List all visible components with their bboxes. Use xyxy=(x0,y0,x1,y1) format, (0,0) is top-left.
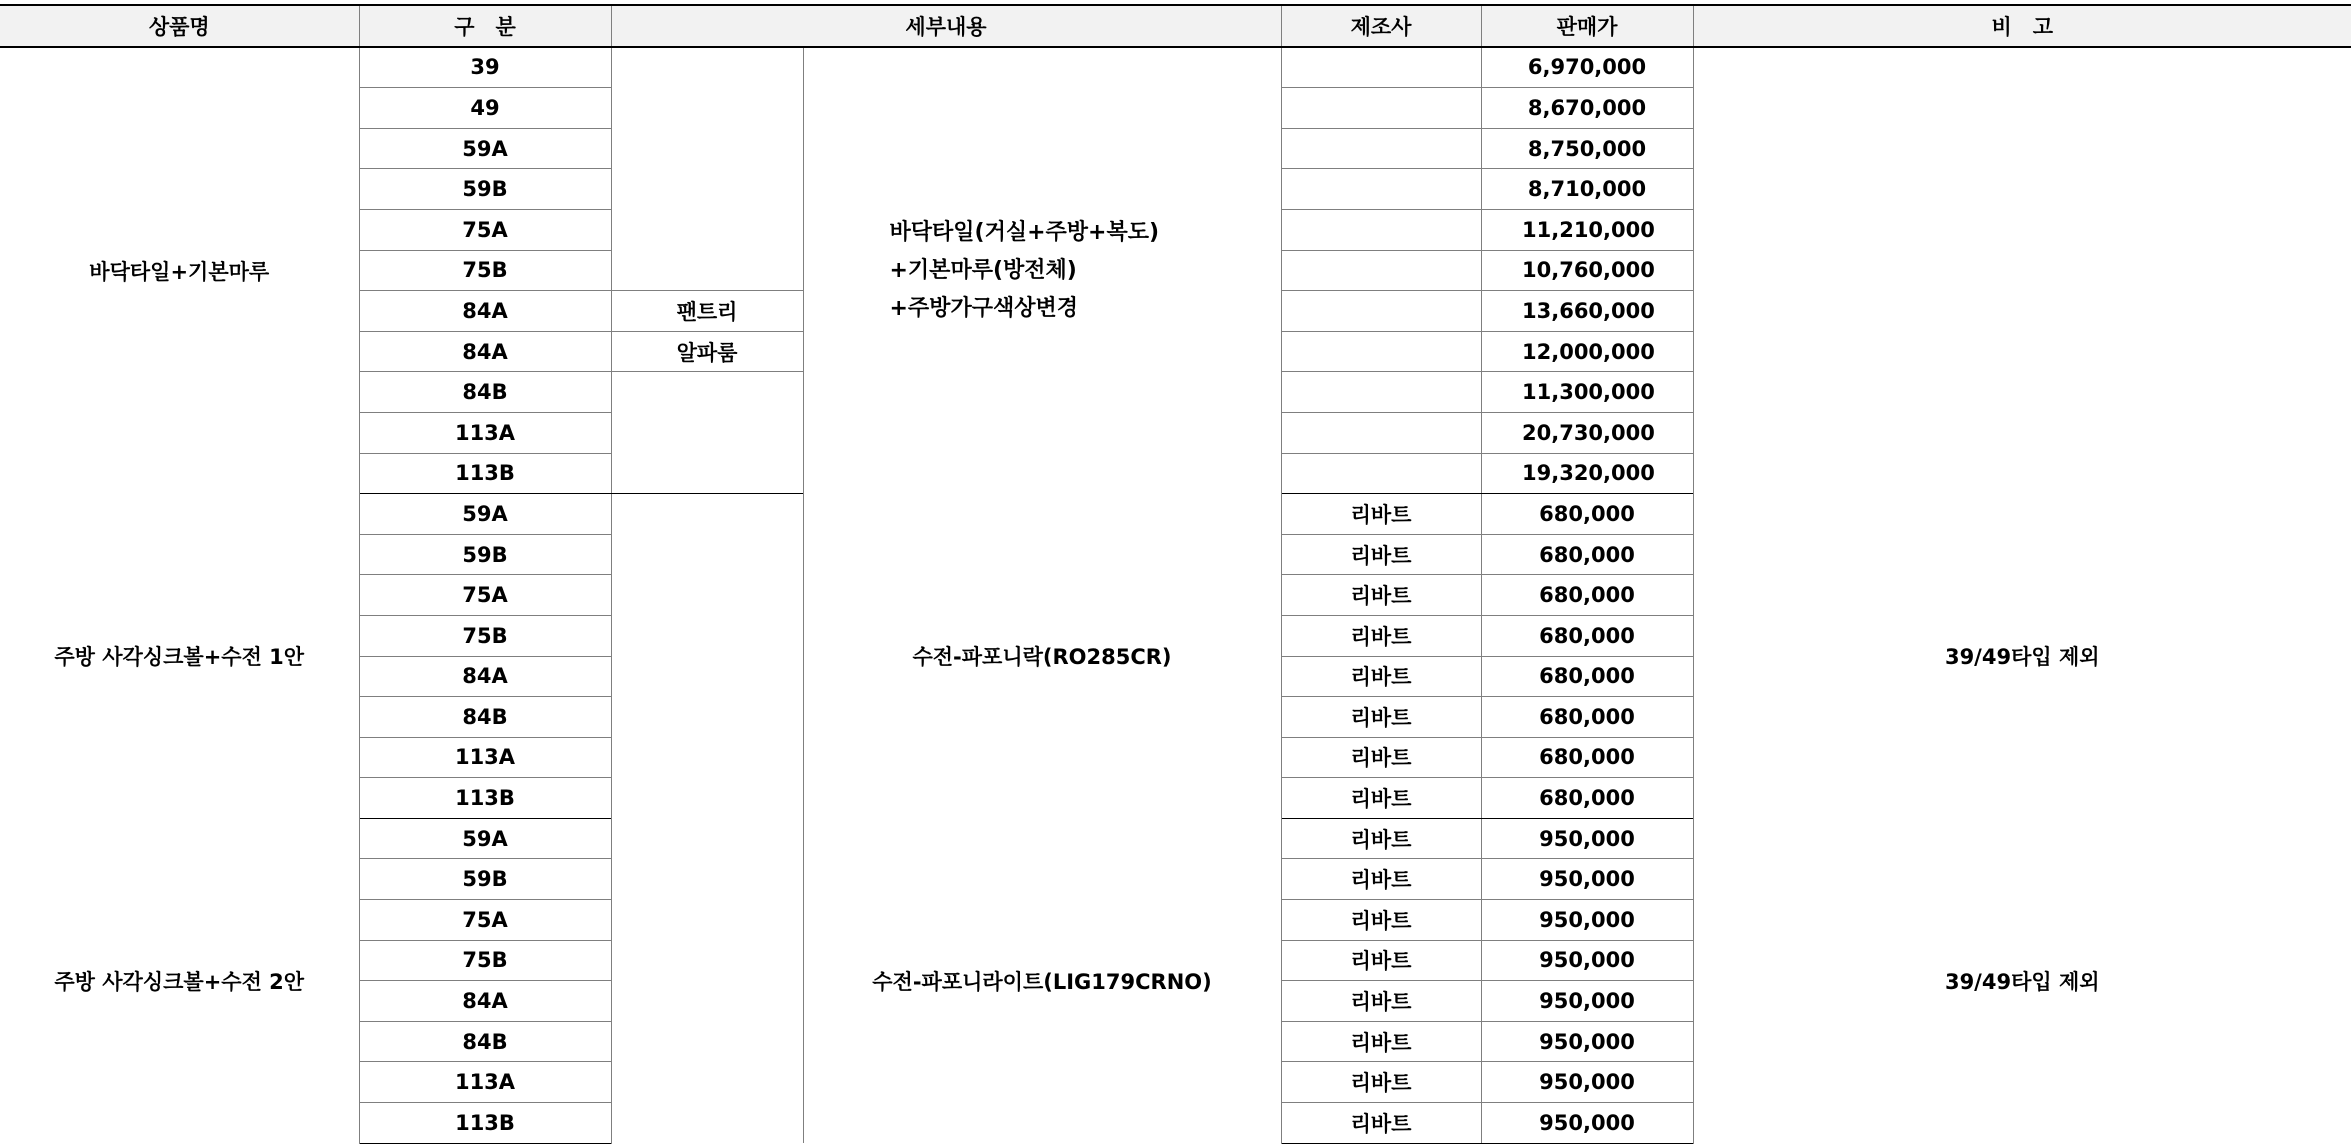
price-value: 680,000 xyxy=(1539,745,1635,770)
maker-cell: 리바트 xyxy=(1281,494,1481,535)
detail-description: 수전-파포니라이트(LIG179CRNO) xyxy=(803,818,1281,1143)
price-value: 680,000 xyxy=(1539,623,1635,648)
group-sink-option-2 xyxy=(0,818,2351,1143)
price-cell xyxy=(1481,818,1693,859)
maker-cell: 리바트 xyxy=(1281,656,1481,697)
price-cell xyxy=(1481,778,1693,819)
price-value: 13,660,000 xyxy=(1522,298,1655,323)
price-cell xyxy=(1481,47,1693,88)
pantry-cell xyxy=(611,250,803,291)
price-cell xyxy=(1481,900,1693,941)
maker-cell: 리바트 xyxy=(1281,615,1481,656)
pantry-label: 알파룸 xyxy=(611,331,803,372)
price-value: 6,970,000 xyxy=(1527,55,1647,80)
price-value: 680,000 xyxy=(1539,786,1635,811)
price-value: 10,760,000 xyxy=(1522,258,1655,283)
price-cell xyxy=(1481,1103,1693,1144)
price-value: 950,000 xyxy=(1539,826,1635,851)
maker-cell: 리바트 xyxy=(1281,697,1481,738)
price-value: 950,000 xyxy=(1539,989,1635,1014)
pantry-cell xyxy=(611,169,803,210)
price-cell xyxy=(1481,128,1693,169)
maker-cell xyxy=(1281,453,1481,494)
price-value: 950,000 xyxy=(1539,867,1635,892)
unit-type: 49 xyxy=(359,88,611,129)
maker-cell: 리바트 xyxy=(1281,737,1481,778)
note-cell: 39/49타입 제외 xyxy=(1693,818,2351,1143)
pantry-cell xyxy=(611,88,803,129)
maker-cell: 리바트 xyxy=(1281,900,1481,941)
price-value: 19,320,000 xyxy=(1522,461,1655,486)
product-name: 주방 사각싱크볼+수전 2안 xyxy=(0,818,359,1143)
price-cell xyxy=(1481,1062,1693,1103)
maker-cell xyxy=(1281,291,1481,332)
unit-type: 75A xyxy=(359,900,611,941)
unit-type: 113B xyxy=(359,1103,611,1144)
detail-description xyxy=(803,47,1281,494)
pantry-cell xyxy=(611,412,803,453)
maker-cell: 리바트 xyxy=(1281,534,1481,575)
price-cell xyxy=(1481,494,1693,535)
maker-cell xyxy=(1281,169,1481,210)
note-cell xyxy=(1693,47,2351,494)
maker-cell: 리바트 xyxy=(1281,575,1481,616)
price-cell xyxy=(1481,331,1693,372)
unit-type: 84A xyxy=(359,981,611,1022)
price-value: 8,710,000 xyxy=(1527,177,1647,202)
detail-line: +기본마루(방전체) xyxy=(889,257,1077,283)
unit-type: 39 xyxy=(359,47,611,88)
price-cell xyxy=(1481,737,1693,778)
options-price-table xyxy=(0,4,2351,1144)
price-cell xyxy=(1481,169,1693,210)
price-value: 680,000 xyxy=(1539,542,1635,567)
header-price: 판매가 xyxy=(1481,5,1693,47)
price-value: 950,000 xyxy=(1539,1110,1635,1135)
unit-type: 59B xyxy=(359,534,611,575)
pantry-cell xyxy=(611,494,803,819)
unit-type: 75A xyxy=(359,575,611,616)
price-value: 680,000 xyxy=(1539,704,1635,729)
unit-type: 59A xyxy=(359,128,611,169)
unit-type: 113A xyxy=(359,737,611,778)
header-maker: 제조사 xyxy=(1281,5,1481,47)
price-value: 8,670,000 xyxy=(1527,95,1647,120)
unit-type: 59A xyxy=(359,818,611,859)
maker-cell: 리바트 xyxy=(1281,1103,1481,1144)
product-name: 바닥타일+기본마루 xyxy=(0,47,359,494)
header-note: 비 고 xyxy=(1693,5,2351,47)
unit-type: 75B xyxy=(359,940,611,981)
maker-cell: 리바트 xyxy=(1281,818,1481,859)
maker-cell xyxy=(1281,47,1481,88)
header-type: 구 분 xyxy=(359,5,611,47)
table-row xyxy=(0,47,2351,88)
price-value: 12,000,000 xyxy=(1522,339,1655,364)
maker-cell xyxy=(1281,250,1481,291)
unit-type: 59A xyxy=(359,494,611,535)
price-value: 11,300,000 xyxy=(1522,380,1655,405)
header-detail: 세부내용 xyxy=(611,5,1281,47)
price-value: 680,000 xyxy=(1539,583,1635,608)
unit-type: 84B xyxy=(359,697,611,738)
maker-cell: 리바트 xyxy=(1281,940,1481,981)
product-name: 주방 사각싱크볼+수전 1안 xyxy=(0,494,359,819)
maker-cell: 리바트 xyxy=(1281,981,1481,1022)
maker-cell xyxy=(1281,128,1481,169)
price-cell xyxy=(1481,940,1693,981)
price-value: 8,750,000 xyxy=(1527,136,1647,161)
detail-description: 수전-파포니락(RO285CR) xyxy=(803,494,1281,819)
maker-cell xyxy=(1281,372,1481,413)
price-value: 950,000 xyxy=(1539,1029,1635,1054)
unit-type: 113B xyxy=(359,453,611,494)
price-value: 950,000 xyxy=(1539,948,1635,973)
unit-type: 59B xyxy=(359,169,611,210)
maker-cell: 리바트 xyxy=(1281,778,1481,819)
unit-type: 75B xyxy=(359,615,611,656)
detail-line: +주방가구색상변경 xyxy=(889,295,1078,321)
pantry-cell xyxy=(611,453,803,494)
unit-type: 84B xyxy=(359,372,611,413)
pantry-cell xyxy=(611,128,803,169)
price-value: 950,000 xyxy=(1539,907,1635,932)
price-cell xyxy=(1481,1021,1693,1062)
unit-type: 113B xyxy=(359,778,611,819)
price-value: 680,000 xyxy=(1539,501,1635,526)
pantry-cell xyxy=(611,47,803,88)
price-cell xyxy=(1481,615,1693,656)
maker-cell xyxy=(1281,88,1481,129)
group-flooring xyxy=(0,47,2351,494)
unit-type: 75A xyxy=(359,209,611,250)
price-cell xyxy=(1481,534,1693,575)
price-cell xyxy=(1481,209,1693,250)
table-header xyxy=(0,5,2351,47)
unit-type: 75B xyxy=(359,250,611,291)
maker-cell xyxy=(1281,412,1481,453)
price-cell xyxy=(1481,697,1693,738)
maker-cell: 리바트 xyxy=(1281,1021,1481,1062)
unit-type: 59B xyxy=(359,859,611,900)
maker-cell xyxy=(1281,209,1481,250)
price-value: 11,210,000 xyxy=(1522,217,1655,242)
unit-type: 84A xyxy=(359,331,611,372)
header-product: 상품명 xyxy=(0,5,359,47)
price-cell xyxy=(1481,656,1693,697)
maker-cell: 리바트 xyxy=(1281,1062,1481,1103)
price-cell xyxy=(1481,859,1693,900)
unit-type: 113A xyxy=(359,1062,611,1103)
maker-cell xyxy=(1281,331,1481,372)
note-cell: 39/49타입 제외 xyxy=(1693,494,2351,819)
price-cell xyxy=(1481,291,1693,332)
unit-type: 84A xyxy=(359,656,611,697)
price-value: 20,730,000 xyxy=(1522,420,1655,445)
price-cell xyxy=(1481,453,1693,494)
table-row xyxy=(0,818,2351,859)
price-cell xyxy=(1481,372,1693,413)
pantry-cell xyxy=(611,818,803,1143)
table-row xyxy=(0,494,2351,535)
detail-line: 바닥타일(거실+주방+복도) xyxy=(889,219,1159,245)
price-value: 950,000 xyxy=(1539,1070,1635,1095)
unit-type: 84B xyxy=(359,1021,611,1062)
pantry-label: 팬트리 xyxy=(611,291,803,332)
group-sink-option-1 xyxy=(0,494,2351,819)
price-value: 680,000 xyxy=(1539,664,1635,689)
price-cell xyxy=(1481,412,1693,453)
unit-type: 113A xyxy=(359,412,611,453)
pantry-cell xyxy=(611,209,803,250)
price-cell xyxy=(1481,88,1693,129)
maker-cell: 리바트 xyxy=(1281,859,1481,900)
price-cell xyxy=(1481,250,1693,291)
price-cell xyxy=(1481,981,1693,1022)
price-cell xyxy=(1481,575,1693,616)
pantry-cell xyxy=(611,372,803,413)
unit-type: 84A xyxy=(359,291,611,332)
